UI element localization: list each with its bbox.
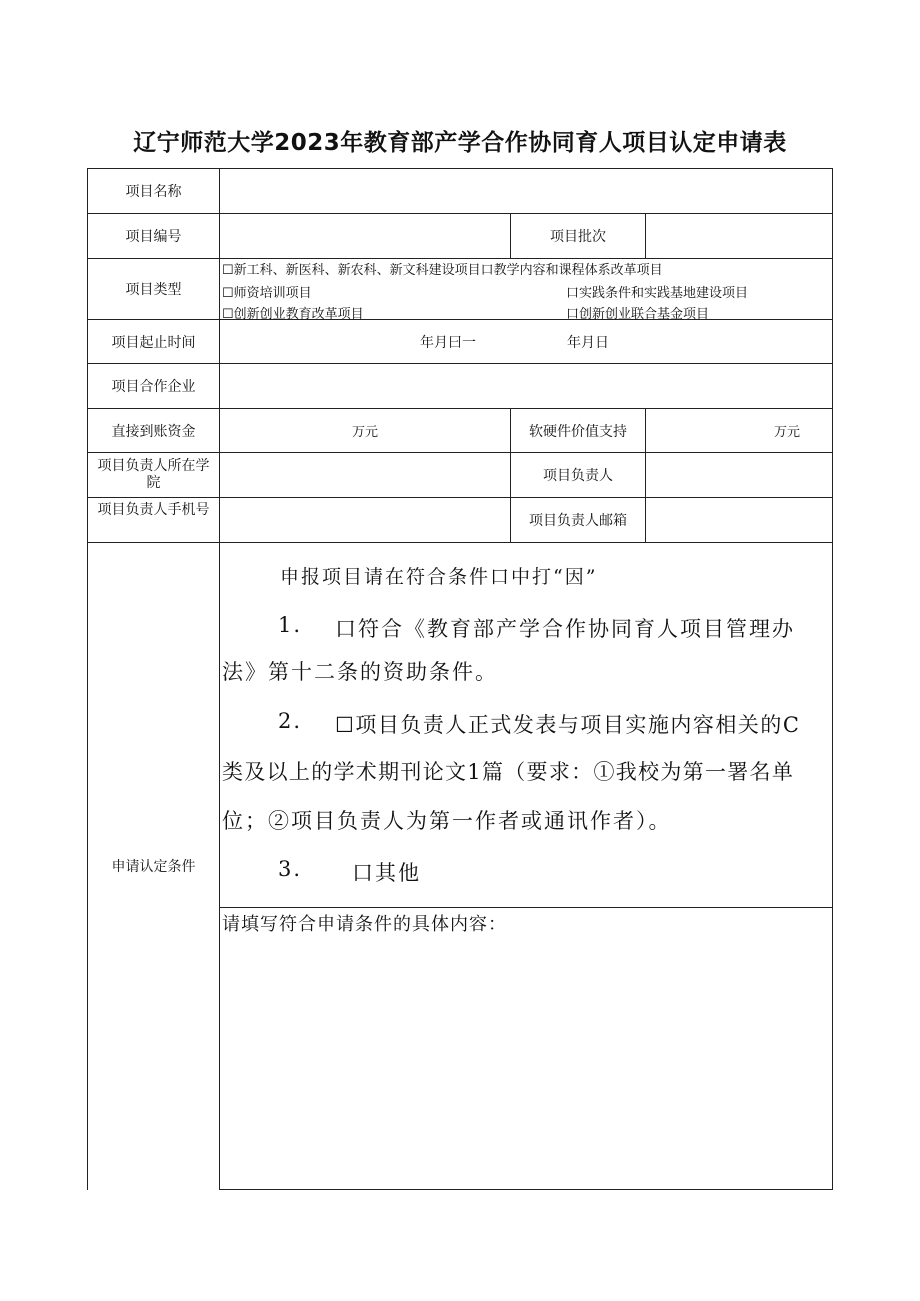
conditions-label: 申请认定条件 (111, 859, 196, 875)
software-hardware-field[interactable]: 万元 (773, 425, 800, 440)
condition-2-number: 2. (278, 709, 303, 733)
conditions-detail-field[interactable] (220, 945, 832, 1189)
leader-phone-label: 项目负责人手机号 (97, 502, 210, 518)
project-name-label: 项目名称 (125, 184, 182, 200)
direct-funding-field[interactable]: 万元 (351, 425, 378, 440)
leader-college-label-line1: 项目负责人所在学 (97, 458, 210, 474)
condition-1-text-cont: 法》第十二条的资助条件。 (222, 660, 498, 684)
project-period-start[interactable]: 年月曰一 (420, 334, 476, 351)
row-divider (219, 907, 833, 908)
conditions-fill-prompt: 请填写符合申请条件的具体内容： (222, 914, 507, 935)
project-type-label: 项目类型 (125, 282, 182, 298)
page-title: 辽宁师范大学2023年教育部产学合作协同育人项目认定申请表 (133, 130, 787, 156)
condition-3-checkbox-text[interactable]: 口其他 (352, 861, 421, 885)
project-leader-field[interactable] (646, 453, 832, 497)
project-name-field[interactable] (220, 169, 832, 213)
condition-2-text-cont: 类及以上的学术期刊论文1篇（要求：①我校为第一署名单 (222, 760, 795, 784)
conditions-intro: 申报项目请在符合条件口中打“因” (280, 566, 598, 588)
software-hardware-label: 软硬件价值支持 (529, 423, 627, 440)
project-period-end[interactable]: 年月日 (567, 334, 609, 351)
condition-1-checkbox-text[interactable]: 口符合《教育部产学合作协同育人项目管理办 (335, 617, 795, 641)
project-type-option-innovation-education[interactable]: ☐创新创业教育改革项目 (222, 307, 364, 322)
condition-2-checkbox-text[interactable]: ☐项目负责人正式发表与项目实施内容相关的C (335, 713, 801, 737)
table-border-right (832, 168, 833, 1190)
project-type-option-innovation-fund[interactable]: 口创新创业联合基金项目 (566, 307, 710, 322)
direct-funding-label: 直接到账资金 (111, 423, 196, 440)
leader-college-label (88, 453, 219, 497)
condition-2-text-cont-2: 位；②项目负责人为第一作者或通讯作者）。 (222, 809, 672, 833)
leader-phone-field[interactable] (220, 498, 510, 542)
project-type-option-teacher-training[interactable]: ☐师资培训项目 (222, 286, 312, 301)
partner-company-field[interactable] (220, 364, 832, 408)
project-batch-field[interactable] (646, 214, 832, 258)
project-batch-label: 项目批次 (550, 229, 606, 245)
project-leader-label: 项目负责人 (543, 468, 613, 484)
table-border-bottom (219, 1189, 833, 1190)
partner-company-label: 项目合作企业 (111, 379, 196, 395)
project-type-option-line[interactable]: ☐新工科、新医科、新农科、新文科建设项目口教学内容和课程体系改革项目 (222, 263, 663, 278)
condition-1-number: 1. (278, 613, 303, 637)
project-type-option-practice-base[interactable]: 口实践条件和实践基地建设项目 (566, 286, 749, 301)
leader-college-label-line2: 院 (146, 475, 161, 491)
condition-3-number: 3. (278, 857, 303, 881)
project-number-field[interactable] (220, 214, 510, 258)
project-period-label: 项目起止时间 (111, 334, 196, 351)
project-number-label: 项目编号 (125, 229, 182, 245)
leader-email-field[interactable] (646, 498, 832, 542)
leader-email-label: 项目负责人邮箱 (529, 513, 627, 529)
leader-college-field[interactable] (220, 453, 510, 497)
